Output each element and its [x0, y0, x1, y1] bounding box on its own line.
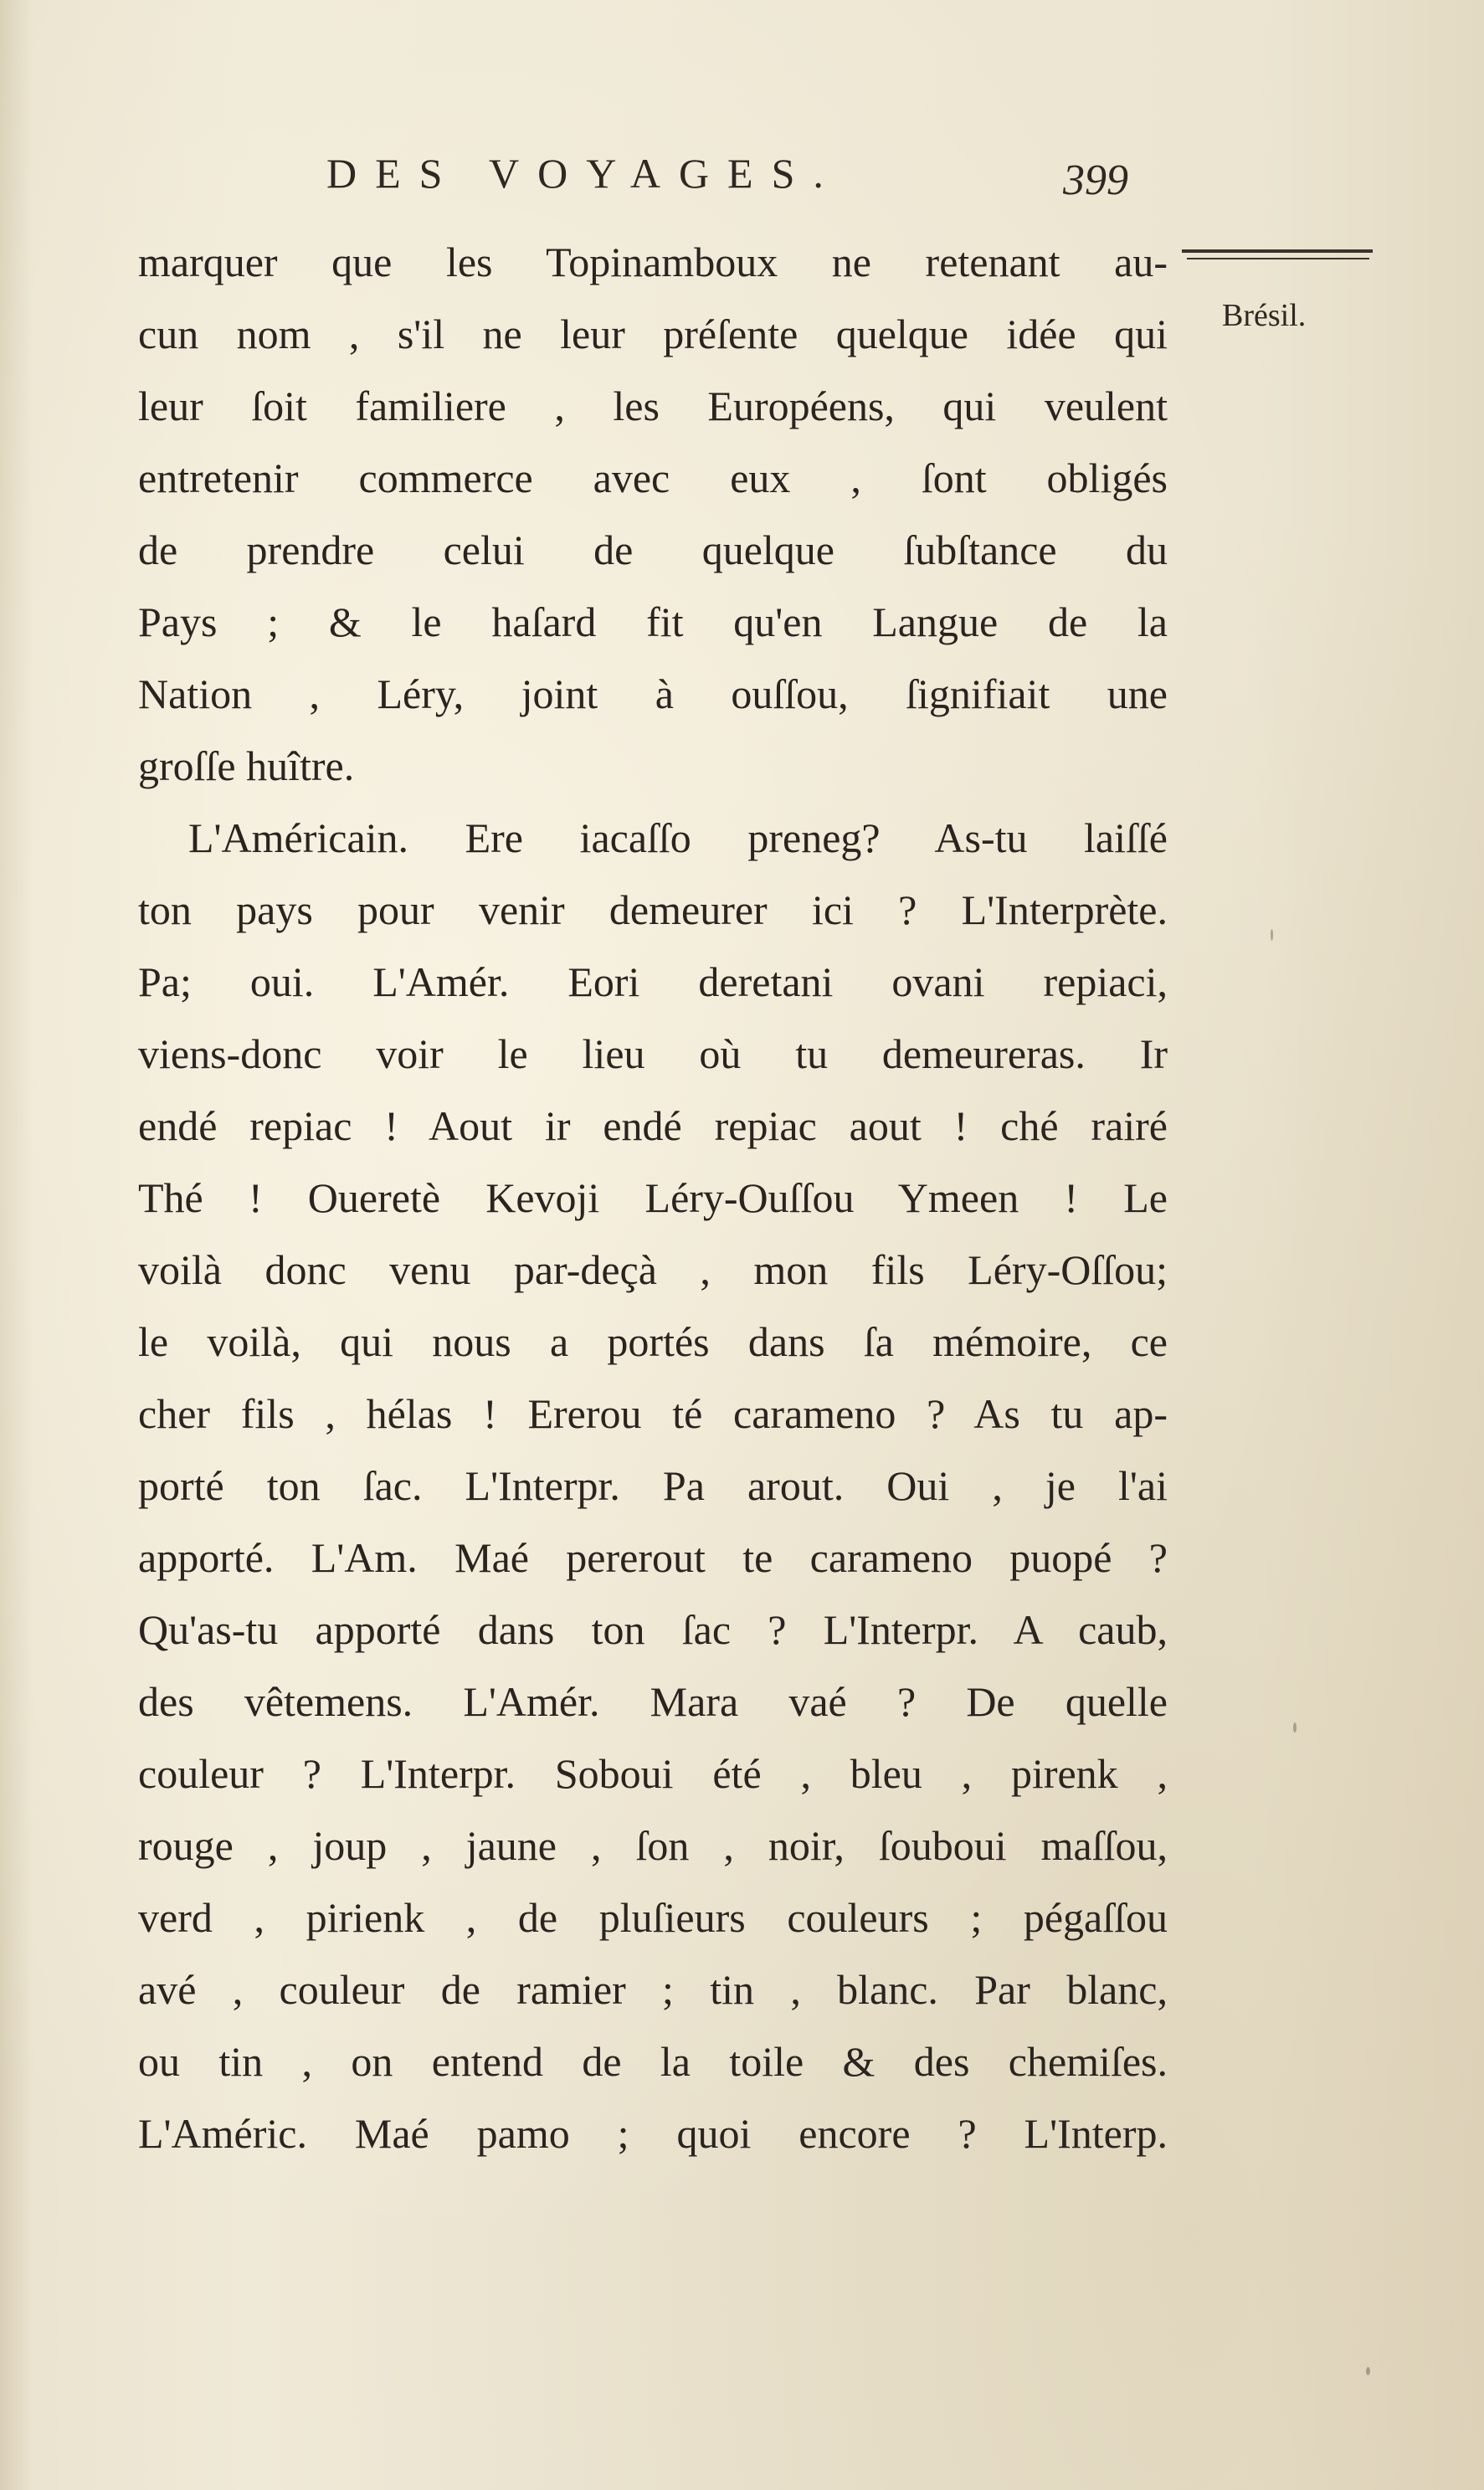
text-line: Qu'as-tu apporté dans ton ſac ? L'Interpr. A caub,	[138, 1606, 1168, 1653]
text-line: voilà donc venu par-deçà , mon fils Léry-Oſſou;	[138, 1246, 1168, 1293]
text-line: apporté. L'Am. Maé pererout te carameno puopé ?	[138, 1534, 1168, 1581]
text-line: Pays ; & le haſard fit qu'en Langue de la	[138, 598, 1168, 645]
margin-note: Brésil.	[1222, 298, 1307, 333]
paper-speck	[1293, 1722, 1297, 1733]
paper-speck	[1271, 929, 1273, 941]
text-line: leur ſoit familiere , les Européens, qui veulent	[138, 382, 1168, 429]
page-number: 399	[1063, 157, 1128, 204]
text-line: endé repiac ! Aout ir endé repiac aout ! ché rairé	[138, 1102, 1168, 1149]
text-line: ton pays pour venir demeurer ici ? L'Interprète.	[138, 886, 1168, 933]
text-line: groſſe huître.	[138, 742, 355, 789]
text-line: de prendre celui de quelque ſubſtance du	[138, 526, 1168, 573]
text-line: verd , pirienk , de pluſieurs couleurs ; pégaſſou	[138, 1894, 1168, 1941]
text-line: ou tin , on entend de la toile & des chemiſes.	[138, 2038, 1168, 2085]
text-line: des vêtemens. L'Amér. Mara vaé ? De quelle	[138, 1678, 1168, 1725]
text-line: couleur ? L'Interpr. Soboui été , bleu , pirenk ,	[138, 1750, 1168, 1797]
margin-rule-thin	[1187, 258, 1369, 259]
text-line: cher fils , hélas ! Ererou té carameno ? As tu ap-	[138, 1390, 1168, 1437]
text-line: le voilà, qui nous a portés dans ſa mémoire, ce	[138, 1318, 1168, 1365]
text-line: marquer que les Topinamboux ne retenant au-	[138, 239, 1168, 285]
text-line: viens-donc voir le lieu où tu demeureras. Ir	[138, 1030, 1168, 1077]
text-line: Nation , Léry, joint à ouſſou, ſignifiait une	[138, 670, 1168, 717]
body-text	[138, 226, 1168, 2169]
running-title: DES VOYAGES.	[326, 150, 842, 197]
text-line: L'Améric. Maé pamo ; quoi encore ? L'Interp.	[138, 2110, 1168, 2157]
text-line: entretenir commerce avec eux , ſont obligés	[138, 454, 1168, 501]
text-line: Pa; oui. L'Amér. Eori deretani ovani repiaci,	[138, 958, 1168, 1005]
text-line: avé , couleur de ramier ; tin , blanc. Par blanc,	[138, 1966, 1168, 2013]
text-line: rouge , joup , jaune , ſon , noir, ſouboui maſſou,	[138, 1822, 1168, 1869]
text-line: Thé ! Oueretè Kevoji Léry-Ouſſou Ymeen ! Le	[138, 1174, 1168, 1221]
paper-speck	[1366, 2367, 1370, 2375]
text-line: L'Américain. Ere iacaſſo preneg? As-tu laiſſé	[188, 814, 1168, 861]
margin-rule	[1182, 249, 1373, 253]
text-line: cun nom , s'il ne leur préſente quelque idée qui	[138, 311, 1168, 357]
text-line: porté ton ſac. L'Interpr. Pa arout. Oui , je l'ai	[138, 1462, 1168, 1509]
